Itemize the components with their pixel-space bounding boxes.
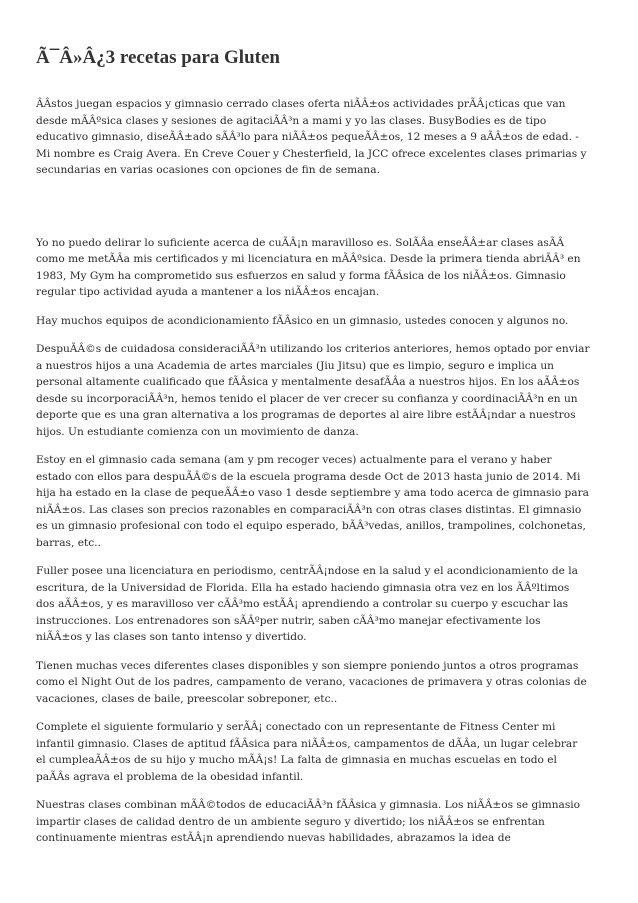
paragraph-3: Hay muchos equipos de acondicionamiento fÃÂsico en un gimnasio, ustedes conocen y algunos no. (36, 314, 569, 327)
paragraph-6: Fuller posee una licenciatura en periodismo, centrÃÂ¡ndose en la salud y el acondicionamiento de la escritura, de la Universidad de Florida. Ella ha estado haciendo gimnasia otra vez en los ÃÂºltimos dos aÃÂ±os, y es maravilloso ver cÃÂ³mo estÃÂ¡ aprendiendo a controlar su cuerpo y escuchar las instrucciones. Los entrenadores son sÃÂºper nutrir, saben cÃÂ³mo manejar efectivamente los niÃÂ±os y las clases son tanto intenso y divertido. (36, 565, 578, 643)
document-title: Ã¯Â»Â¿3 recetas para Gluten (36, 47, 280, 68)
paragraph-8: Complete el siguiente formulario y serÃÂ¡ conectado con un representante de Fitness Center mi infantil gimnasio. Clases de aptitud fÃÂsica para niÃÂ±os, campamentos de dÃÂa, un lugar celebrar el cumpleaÃÂ±os de su hijo y mucho mÃÂ¡s! La falta de gimnasia en muchas escuelas en todo el paÃÂs agrava el problema de la obesidad infantil. (36, 721, 578, 783)
paragraph-5: Estoy en el gimnasio cada semana (am y pm recoger veces) actualmente para el verano y haber estado con ellos para despuÃÂ©s de la escuela programa desde Oct de 2013 hasta junio de 2014. Mi hija ha estado en la clase de pequeÃÂ±o vaso 1 desde septiembre y ama todo acerca de gimnasio para niÃÂ±os. Las clases son precios razonables en comparaciÃÂ³n con otras clases distintas. El gimnasio es un gimnasio profesional con todo el equipo esperado, bÃÂ³vedas, anillos, trampolines, colchonetas, barras, etc.. (36, 454, 590, 549)
paragraph-2: Yo no puedo delirar lo suficiente acerca de cuÃÂ¡n maravilloso es. SolÃÂa enseÃÂ±ar clases asÃÂ como me metÃÂa mis certificados y mi licenciatura en mÃÂºsica. Desde la primera tienda abriÃÂ³ en 1983, My Gym ha comprometido sus esfuerzos en salud y forma fÃÂsica de los niÃÂ±os. Gimnasio regular tipo actividad ayuda a mantener a los niÃÂ±os encajan. (36, 236, 581, 298)
paragraph-7: Tienen muchas veces diferentes clases disponibles y son siempre poniendo juntos a otros programas como el Night Out de los padres, campamento de verano, vacaciones de primavera y otras colonias de vacaciones, clases de baile, preescolar sobreponer, etc.. (36, 659, 587, 705)
paragraph-4: DespuÃÂ©s de cuidadosa consideraciÃÂ³n utilizando los criterios anteriores, hemos optado por enviar a nuestros hijos a una Academia de artes marciales (Jiu Jitsu) que es limpio, seguro e implica un personal altamente cualificado que fÃÂsica y mentalmente desafÃÂa a nuestros hijos. En los aÃÂ±os desde su incorporaciÃÂ³n, hemos tenido el placer de ver crecer su confianza y coordinaciÃÂ³n en un deporte que es una gran alternativa a los programas de deportes al aire libre estÃÂ¡ndar a nuestros hijos. Un estudiante comienza con un movimiento de danza. (36, 343, 590, 438)
paragraph-1: ÂÂstos juegan espacios y gimnasio cerrado clases oferta niÃÂ±os actividades prÃÂ¡cticas que van desde mÃÂºsica clases y sesiones de agitaciÃÂ³n a mami y yo las clases. BusyBodies es de tipo educativo gimnasio, diseÃÂ±ado sÃÂ³lo para niÃÂ±os pequeÃÂ±os, 12 meses a 9 aÃÂ±os de edad. -Mi nombre es Craig Avera. En Creve Couer y Chesterfield, la JCC ofrece excelentes clases primarias y secundarias en varias ocasiones con opciones de fin de semana. (36, 98, 587, 176)
paragraph-9: Nuestras clases combinan mÃÂ©todos de educaciÃÂ³n fÃÂsica y gimnasia. Los niÃÂ±os se gimnasio impartir clases de calidad dentro de un ambiente seguro y divertido; los niÃÂ±os se enfrentan continuamente mientras estÃÂ¡n aprendiendo nuevas habilidades, abrazamos la idea de (36, 799, 581, 844)
